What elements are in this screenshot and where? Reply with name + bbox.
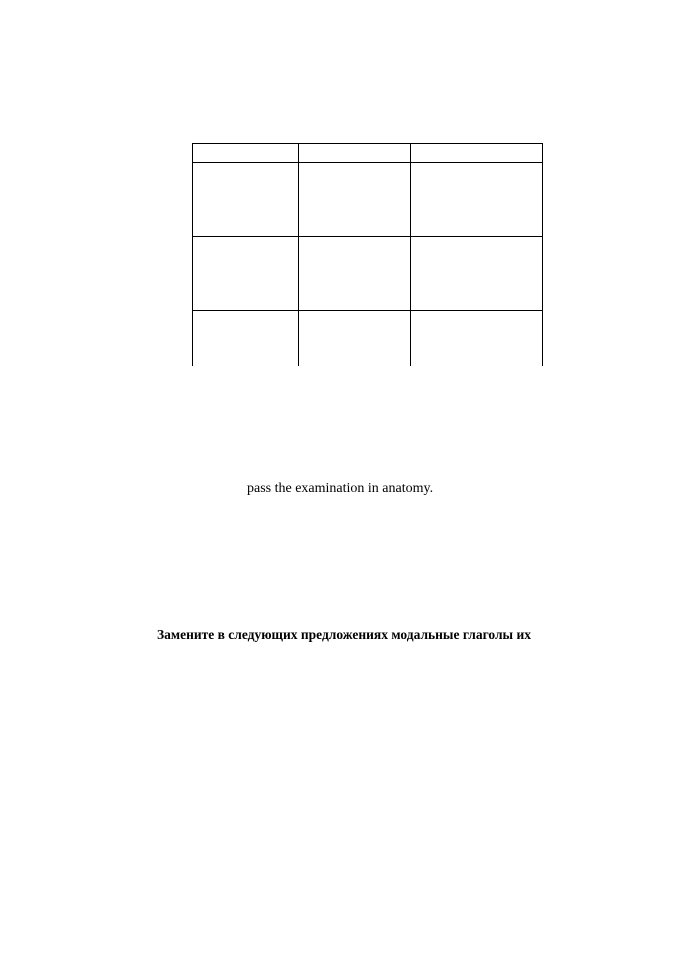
table-row-divider [192, 310, 543, 311]
table-border-right [542, 143, 543, 366]
table-border-top [192, 143, 543, 144]
exercise-instruction: Замените в следующих предложениях модальные глаголы их [157, 627, 531, 642]
table-row-divider [192, 162, 543, 163]
table-column-divider [298, 143, 299, 366]
table-border-left [192, 143, 193, 366]
table-column-divider [410, 143, 411, 366]
exercise-sentence: pass the examination in anatomy. [247, 481, 434, 496]
table-row-divider [192, 236, 543, 237]
